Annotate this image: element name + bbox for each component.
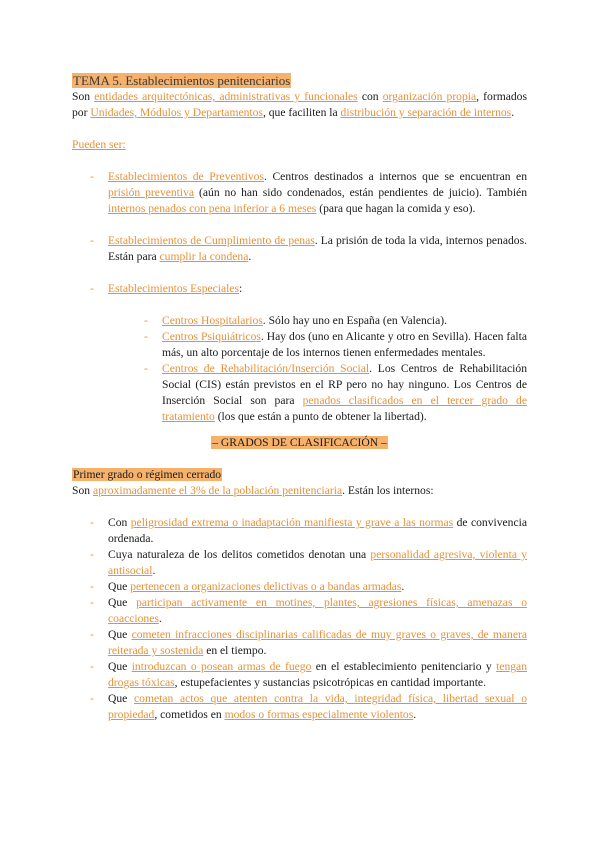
list-item [72, 547, 527, 579]
intro-highlight: Unidades, Módulos y Departamentos [90, 106, 263, 119]
intro-text: con [357, 90, 383, 103]
list-item [72, 659, 527, 691]
list-item-psiquiatricos [144, 329, 527, 361]
item-highlight: pertenecen a organizaciones delictivas o a bandas armadas [130, 580, 402, 593]
item-text: Que [108, 692, 135, 705]
item-text: , estupefacientes y sustancias psicotrópicas en cantidad importante. [174, 676, 486, 689]
intro-text: Son [72, 484, 93, 497]
special-centers-list [144, 313, 527, 425]
intro-paragraph [72, 89, 527, 121]
item-text: . [158, 612, 162, 625]
grados-heading-text: – GRADOS DE CLASIFICACIÓN – [212, 436, 387, 449]
intro-text: , que faciliten la [262, 106, 341, 119]
establishment-types-list [72, 233, 527, 265]
item-text: . [248, 250, 252, 263]
list-item-especiales [72, 281, 527, 297]
item-text: de convivencia ordenada. [108, 516, 527, 545]
item-highlight: introduzcan o posean armas de fuego [131, 660, 312, 673]
intro-highlight: organización propia [382, 90, 477, 103]
establishment-types-list [72, 281, 527, 297]
intro-text: Son [72, 90, 95, 103]
document-title: TEMA 5. Establecimientos penitenciarios [73, 73, 291, 88]
item-term: Establecimientos Especiales [108, 282, 240, 295]
item-text: . La prisión de toda la vida, internos penados. Están para [108, 234, 527, 263]
section-heading [72, 435, 527, 451]
establishment-types-list [72, 169, 527, 217]
item-text: . [401, 580, 405, 593]
item-text: . Sólo hay uno en España (en Valencia). [262, 314, 448, 327]
item-text: : [239, 282, 243, 295]
intro-text: , formados por [72, 90, 527, 119]
item-text: (aún no han sido condenados, están pendientes de juicio). También [194, 186, 527, 199]
item-text: en el tiempo. [203, 644, 267, 657]
item-text: Que [108, 660, 132, 673]
intro-text: . Están los internos: [342, 484, 434, 497]
item-highlight: peligrosidad extrema o inadaptación manifiesta y grave a las normas [130, 516, 454, 529]
intro-text: . [511, 106, 515, 119]
item-text: en el establecimiento penitenciario y [311, 660, 497, 673]
item-highlight: modos o formas especialmente violentos [224, 708, 414, 721]
subsection-heading [72, 467, 527, 483]
list-item [72, 627, 527, 659]
item-highlight: tengan drogas tóxicas [108, 660, 527, 689]
item-term: Centros Psiquiátricos [162, 330, 261, 343]
primer-grado-intro [72, 483, 527, 499]
item-text: Cuya naturaleza de los delitos cometidos denotan una [108, 548, 371, 561]
title-row [72, 72, 527, 89]
item-text: Que [108, 628, 132, 641]
item-highlight: cumplir la condena [159, 250, 249, 263]
list-item [72, 515, 527, 547]
item-text: (los que están a punto de obtener la libertad). [214, 410, 427, 423]
intro-highlight: entidades arquitectónicas, administrativas y funcionales [94, 90, 358, 103]
item-text: . [413, 708, 417, 721]
list-item-cumplimiento [72, 233, 527, 265]
item-highlight: personalidad agresiva, violenta y antisocial [108, 548, 527, 577]
primer-grado-heading: Primer grado o régimen cerrado [73, 468, 222, 481]
item-text: (para que hagan la comida y eso). [316, 202, 476, 215]
list-item [72, 579, 527, 595]
item-highlight: participan activamente en motines, plantes, agresiones físicas, amenazas o coacciones [108, 596, 528, 625]
item-text: . Centros destinados a internos que se encuentran en [264, 170, 527, 183]
pueden-ser-text: Pueden ser: [72, 138, 126, 151]
item-term: Establecimientos de Cumplimiento de penas [108, 234, 315, 247]
primer-grado-list [72, 515, 527, 723]
intro-highlight: aproximadamente el 3% de la población penitenciaria [92, 484, 343, 497]
item-highlight: prisión preventiva [108, 186, 195, 199]
item-text: Que [108, 596, 137, 609]
item-highlight: penados clasificados en el tercer grado de tratamiento [162, 394, 528, 423]
item-text: . Los Centros de Rehabilitación Social (CIS) están previstos en el RP pero no hay ninguno. Los Centros de Inserción Social son para [162, 362, 527, 407]
item-text: , cometidos en [154, 708, 225, 721]
item-highlight: cometen infracciones disciplinarias calificadas de muy graves o graves, de manera reiterada y sostenida [108, 628, 528, 657]
list-item-rehabilitacion [144, 361, 527, 425]
item-text: Con [108, 516, 131, 529]
list-item-preventivos [72, 169, 527, 217]
list-item-hospitalarios [144, 313, 527, 329]
item-text: . [152, 564, 156, 577]
pueden-ser-label [72, 137, 527, 153]
item-highlight: internos penados con pena inferior a 6 meses [108, 202, 317, 215]
list-item [72, 691, 527, 723]
list-item [72, 595, 527, 627]
item-text: Que [108, 580, 131, 593]
item-text: . Hay dos (uno en Alicante y otro en Sevilla). Hacen falta más, un alto porcentaje de los internos tienen enfermedades mentales. [162, 330, 527, 359]
item-term: Centros Hospitalarios [162, 314, 263, 327]
item-term: Establecimientos de Preventivos [108, 170, 264, 183]
intro-highlight: distribución y separación de internos [340, 106, 512, 119]
item-highlight: cometan actos que atenten contra la vida, integridad física, libertad sexual o propiedad [108, 692, 527, 721]
document-content [72, 72, 527, 723]
item-term: Centros de Rehabilitación/Inserción Social [162, 362, 370, 375]
